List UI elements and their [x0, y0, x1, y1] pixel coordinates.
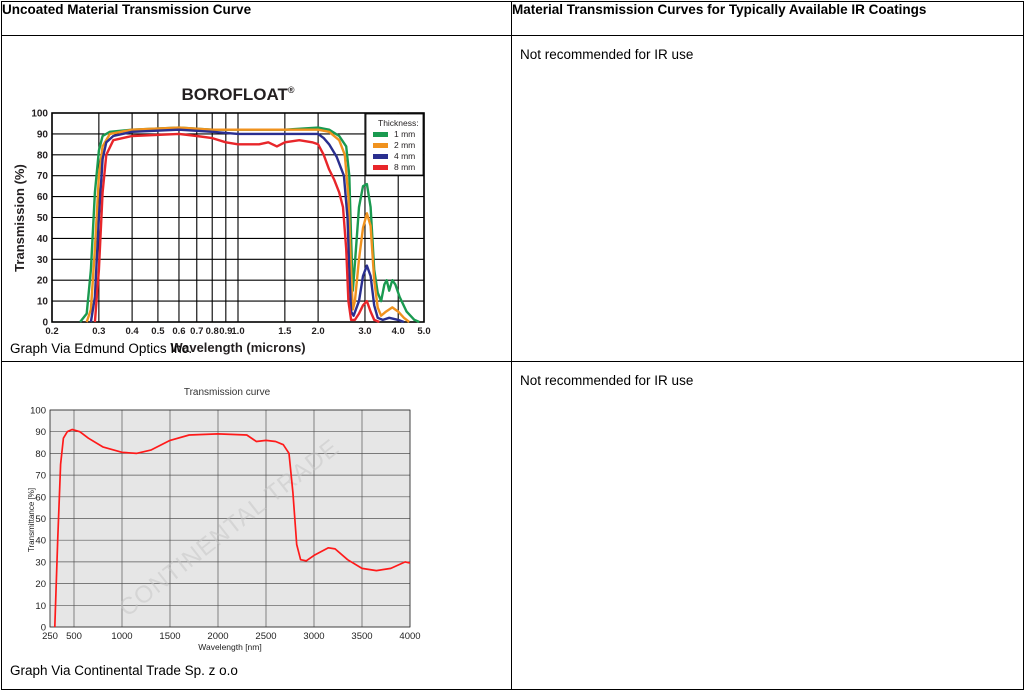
chart1-x-tick-label: 0.9 [219, 326, 233, 337]
chart1-y-tick-label: 20 [36, 275, 48, 287]
chart2-watermark: CONTINENTAL TRADE [114, 433, 345, 623]
comparison-table [1, 1, 1024, 690]
chart1-x-tick-label: 1.5 [278, 326, 292, 337]
chart1-x-tick-label: 1.0 [231, 326, 245, 337]
chart1-x-tick-label: 3.0 [358, 326, 372, 337]
chart2-y-axis-label: Transmittance [%] [27, 487, 36, 553]
chart1-legend [366, 114, 423, 175]
chart1-legend-swatch [373, 143, 388, 148]
column-header-uncoated: Uncoated Material Transmission Curve [2, 2, 512, 36]
chart2-y-tick-label: 20 [35, 579, 46, 591]
ir-coating-cell-row1 [512, 36, 1024, 362]
chart1-x-tick-label: 0.8 [205, 326, 219, 337]
chart1-y-tick-label: 30 [36, 254, 48, 266]
chart1-y-tick-label: 80 [36, 150, 48, 162]
chart1-series-line-8-mm [95, 134, 380, 322]
chart2-y-tick-label: 40 [35, 535, 46, 547]
continental-transmission-chart [2, 362, 510, 657]
chart1-legend-title: Thickness: [378, 118, 419, 128]
chart2-x-tick-label: 3500 [351, 631, 373, 642]
chart2-y-tick-label: 30 [35, 557, 46, 569]
chart2-x-tick-label: 1000 [111, 631, 133, 642]
chart2-y-tick-label: 80 [35, 448, 46, 460]
chart1-x-tick-label: 0.6 [172, 326, 186, 337]
chart1-y-tick-label: 0 [42, 317, 48, 329]
column-header-ir-coatings: Material Transmission Curves for Typically Available IR Coatings [512, 2, 1024, 36]
chart1-y-tick-label: 100 [31, 108, 48, 120]
chart2-x-tick-label: 4000 [399, 631, 421, 642]
graph-source-caption-continental: Graph Via Continental Trade Sp. z o.o [10, 663, 238, 678]
chart2-x-tick-label: 250 [42, 631, 58, 642]
chart1-x-axis-label: Wavelength (microns) [170, 340, 306, 355]
chart2-x-tick-label: 3000 [303, 631, 325, 642]
chart1-legend-swatch [373, 132, 388, 137]
chart1-x-tick-label: 0.3 [92, 326, 106, 337]
chart1-x-tick-label: 0.4 [125, 326, 139, 337]
chart1-x-tick-label: 0.5 [151, 326, 165, 337]
chart1-title: BOROFLOAT® [181, 85, 295, 104]
chart1-legend-swatch [373, 154, 388, 159]
chart2-y-tick-label: 50 [35, 514, 46, 525]
chart2-x-tick-label: 1500 [159, 631, 181, 642]
chart1-legend-swatch [373, 165, 388, 170]
chart1-y-tick-label: 90 [36, 129, 48, 141]
chart1-y-axis-label: Transmission (%) [12, 164, 27, 272]
chart1-x-tick-label: 0.2 [45, 326, 59, 337]
ir-coating-cell-row2 [512, 362, 1024, 690]
chart2-x-tick-label: 500 [66, 631, 82, 642]
chart2-title: Transmission curve [183, 387, 271, 398]
chart1-legend-label: 8 mm [394, 162, 416, 172]
chart1-y-tick-label: 70 [36, 171, 48, 183]
chart1-y-tick-label: 60 [36, 192, 48, 204]
chart2-y-tick-label: 0 [40, 622, 46, 634]
ir-note-row2: Not recommended for IR use [520, 373, 694, 388]
chart1-x-tick-label: 4.0 [391, 326, 405, 337]
chart2-y-tick-label: 100 [30, 405, 46, 417]
chart2-x-tick-label: 2000 [207, 631, 229, 642]
graph-source-caption-edmund: Graph Via Edmund Optics Inc. [10, 341, 193, 356]
chart1-legend-label: 2 mm [394, 140, 416, 150]
chart2-y-tick-label: 10 [35, 600, 46, 612]
continental-cell [2, 362, 512, 690]
chart2-x-tick-label: 2500 [255, 631, 277, 642]
chart1-y-tick-label: 40 [36, 233, 48, 245]
borofloat-cell [2, 36, 512, 362]
chart1-legend-label: 4 mm [394, 151, 416, 161]
chart1-x-tick-label: 2.0 [311, 326, 325, 337]
chart1-y-tick-label: 50 [36, 213, 48, 224]
chart1-title-mark: ® [287, 85, 295, 95]
chart1-x-tick-label: 0.7 [190, 326, 204, 337]
chart2-y-tick-label: 70 [35, 470, 46, 482]
chart1-y-tick-label: 10 [36, 296, 48, 308]
chart1-legend-label: 1 mm [394, 129, 416, 139]
chart2-x-axis-label: Wavelength [nm] [198, 642, 262, 652]
chart2-y-tick-label: 90 [35, 427, 46, 439]
chart2-y-tick-label: 60 [35, 492, 46, 504]
chart1-x-tick-label: 5.0 [417, 326, 431, 337]
ir-note-row1: Not recommended for IR use [520, 47, 694, 62]
